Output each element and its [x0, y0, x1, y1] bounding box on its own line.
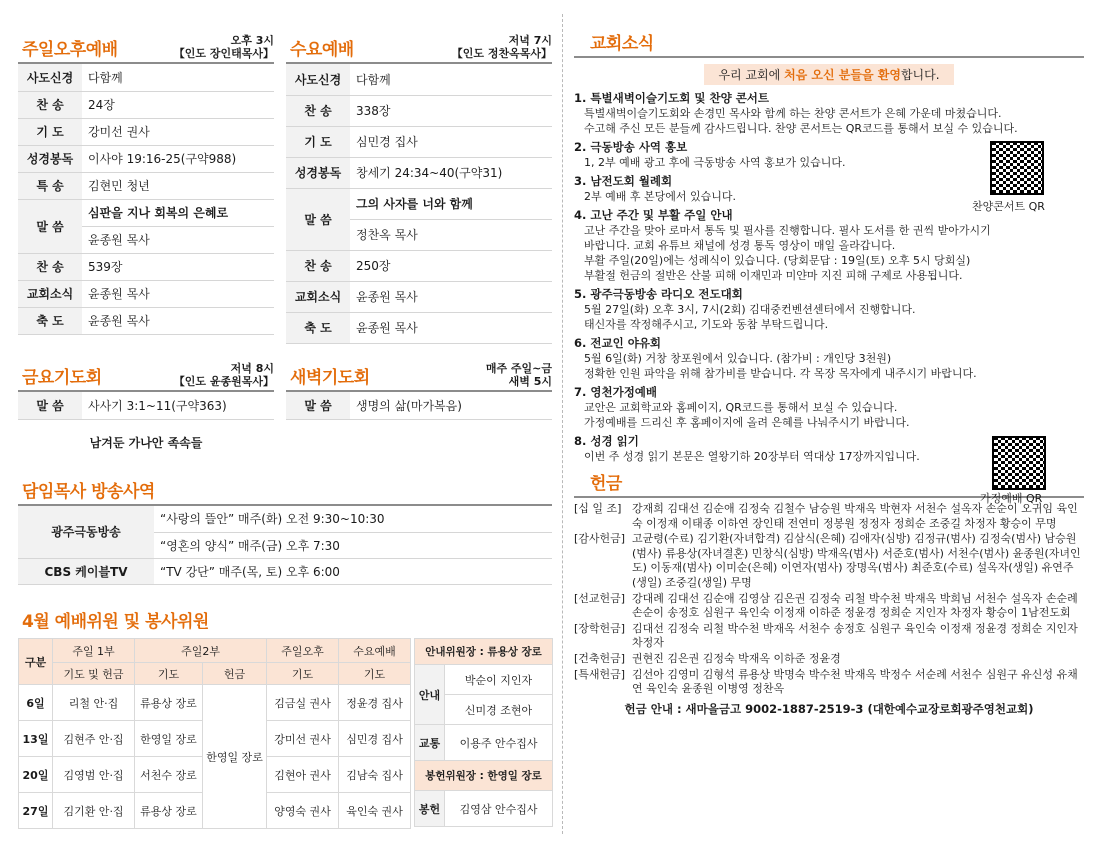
offering-row: [선교헌금] 강대례 김대선 김순애 김영삼 김은권 김정숙 리철 박수천 박재옥 박희님 서천수 설옥자 손순례 손순이 송정호 심원구 육인숙 이정재 이하준 정윤경 정희순 지인자 차정자 황승이 1남전도회: [574, 591, 1078, 620]
order-row: 성경봉독 창세기 24:34~40(구약31): [286, 157, 552, 188]
broadcast-section: [18, 474, 552, 585]
broadcast-table: [18, 506, 552, 585]
sermon-title: 심판을 지나 회복의 은혜로: [82, 199, 274, 226]
dawn-table: [286, 392, 552, 420]
ushers-table: [414, 638, 553, 827]
traffic-row: 교통 이용주 안수집사: [415, 725, 553, 761]
serve-head-row: 봉헌위원장 : 한영일 장로: [415, 761, 553, 791]
section-rule: [574, 56, 1084, 58]
friday-sermon-title: 남겨둔 가나안 족속들: [89, 435, 203, 450]
broadcast-title: 담임목사 방송사역: [22, 482, 155, 502]
offering-row: [감사헌금] 고균령(수료) 김기환(자녀합격) 김삼식(은혜) 김애자(심방) 김정규(범사) 김정숙(범사) 남승원(범사) 류용상(자녀결혼) 민창식(심방) 박재옥(범사) 서준호(범사) 서천수(범사) 윤종원(자녀인도) 이동재(범사) 이미순(은혜) 이연자(범사) 장명옥(범사) 최준호(수료) 설옥자(생일) 유연주(생일) 조중길(생일) 무명: [574, 532, 1081, 589]
duty-section: [18, 604, 552, 818]
ushers-row: 신미경 조현아: [415, 695, 553, 725]
news-item: 3. 남전도회 월례회 2부 예배 후 본당에서 있습니다.: [574, 174, 736, 203]
dawn-title: 새벽기도회: [290, 368, 370, 388]
welcome-banner: 우리 교회에 처음 오신 분들을 환영합니다.: [704, 64, 954, 85]
duty-table: [18, 638, 411, 829]
order-row: 교회소식 윤종원 목사: [18, 280, 274, 307]
news-title: 교회소식: [590, 34, 654, 54]
order-row: 말 씀 사사기 3:1~11(구약363): [18, 392, 274, 419]
order-row: 찬 송 250장: [286, 250, 552, 281]
sermon-preacher: 윤종원 목사: [82, 226, 274, 253]
broadcast-row: CBS 케이블TV “TV 강단” 매주(목, 토) 오후 6:00: [18, 558, 552, 584]
offering-title: 헌금: [590, 474, 622, 494]
order-row: 성경봉독 이사야 19:16-25(구약988): [18, 145, 274, 172]
dawn-section: [286, 356, 552, 420]
order-row: 찬 송 24장: [18, 91, 274, 118]
wednesday-order-table: [286, 64, 552, 344]
order-row: 찬 송 539장: [18, 253, 274, 280]
offering-list: [574, 502, 1084, 697]
offering-row: [건축헌금] 권현진 김은권 김정숙 박재옥 이하준 정윤경: [574, 651, 841, 665]
news-item: 7. 영천가정예배 교안은 교회학교와 홈페이지, QR코드를 통해서 보실 수 있습니다. 가정예배를 드리신 후 홈페이지에 올려 은혜를 나눠주시기 바랍니다.: [574, 385, 910, 429]
offering-row: [특새헌금] 김선아 김영미 김형석 류용상 박명숙 박수천 박재옥 박정수 서순례 서천수 심원구 유신성 유채연 육인숙 윤종원 이병영 정찬옥: [574, 667, 1078, 696]
ushers-head-row: 안내위원장 : 류용상 장로: [415, 639, 553, 665]
family-worship-qr-caption: 가정예배 QR: [980, 492, 1043, 505]
order-row: 교회소식 윤종원 목사: [286, 281, 552, 312]
friday-section: [18, 356, 274, 451]
order-row: 찬 송 338장: [286, 95, 552, 126]
offering-all-weeks: 한영일 장로: [203, 685, 267, 829]
wednesday-time-leader: 저녁 7시 【인도 정찬옥목사】: [451, 34, 552, 60]
friday-title: 금요기도회: [22, 368, 102, 388]
bank-account-info: 헌금 안내 : 새마을금고 9002-1887-2519-3 (대한예수교장로회광주영천교회): [624, 701, 1034, 716]
news-item: 4. 고난 주간 및 부활 주일 안내 고난 주간을 맞아 로마서 통독 및 필사를 진행합니다. 필사 도서를 한 권씩 받아가시기 바랍니다. 교회 유튜브 채널에 성경 통독 영상이 매일 올라갑니다. 부활 주일(20일)에는 성례식이 있습니다. (당회문답 : 19일(토) 오후 5시 당회실) 부활절 헌금의 절반은 산불 피해 이재민과 미얀마 지진 피해 구제로 사용됩니다.: [574, 208, 991, 282]
sermon-preacher: 정찬옥 목사: [350, 219, 552, 250]
sunday-pm-time-leader: 오후 3시 【인도 장인태목사】: [173, 34, 274, 60]
friday-time-leader: 저녁 8시 【인도 윤종원목사】: [173, 362, 274, 388]
broadcast-row: 광주극동방송 “사랑의 뜰안” 매주(화) 오전 9:30~10:30: [18, 506, 552, 532]
ushers-row: 안내 박순이 지인자: [415, 665, 553, 695]
right-column: [574, 28, 1084, 717]
news-item: 1. 특별새벽이슬기도회 및 찬양 콘서트 특별새벽이슬기도회와 손경민 목사와 함께 하는 찬양 콘서트가 은혜 가운데 마쳤습니다. 수고해 주신 모든 분들께 감사드립니다. 찬양 콘서트는 QR코드를 통해서 보실 수 있습니다.: [574, 91, 1018, 135]
dawn-time: 매주 주일~금 새벽 5시: [485, 362, 552, 388]
offering-row: [장학헌금] 김대선 김정숙 리철 박수천 박재옥 서천수 송정호 심원구 육인숙 이정재 정윤경 정희순 지인자 차정자: [574, 621, 1078, 650]
sunday-pm-title: 주일오후예배: [22, 40, 118, 60]
order-row: 기 도 심민경 집사: [286, 126, 552, 157]
order-row: 말 씀 생명의 삶(마가복음): [286, 392, 552, 419]
wednesday-section: [286, 28, 552, 344]
duty-row: 13일 김현주 안·집 한영일 장로 강미선 권사 심민경 집사: [19, 721, 411, 757]
duty-header-row: 구분 주일 1부 주일2부 주일오후 수요예배: [19, 639, 411, 663]
concert-qr-code[interactable]: [990, 141, 1044, 195]
offering-row: [십 일 조] 강재희 김대선 김순애 김정숙 김철수 남승원 박재옥 박현자 서천수 설옥자 손순이 오귀임 육인숙 이정재 이태종 이하연 장인태 전연미 정봉원 정정자 정희순 조중길 차정자 황승이 무명: [574, 502, 1078, 530]
news-item: 6. 전교인 야유회 5월 6일(화) 거창 창포원에서 있습니다. (참가비 : 개인당 3천원) 정확한 인원 파악을 위해 참가비를 받습니다. 각 목장 목자에게 내주시기 바랍니다.: [574, 336, 977, 380]
duty-subheader-row: 기도 및 헌금 기도 헌금 기도 기도: [19, 663, 411, 685]
sermon-row: 말 씀 심판을 지나 회복의 은혜로: [18, 199, 274, 226]
sunday-pm-order-table: [18, 64, 274, 335]
news-item: 2. 극동방송 사역 홍보 1, 2부 예배 광고 후에 극동방송 사역 홍보가 있습니다.: [574, 140, 846, 169]
sermon-title: 그의 사자를 너와 함께: [350, 188, 552, 219]
fold-divider: [562, 14, 563, 834]
duty-title: 4월 예배위원 및 봉사위원: [22, 612, 209, 632]
order-row: 축 도 윤종원 목사: [18, 307, 274, 334]
wednesday-title: 수요예배: [290, 40, 354, 60]
duty-row: 27일 김기환 안·집 류용상 장로 양영숙 권사 육인숙 권사: [19, 793, 411, 829]
news-item: 5. 광주극동방송 라디오 전도대회 5월 27일(화) 오후 3시, 7시(2회) 김대중컨벤션센터에서 진행합니다. 태신자를 작정해주시고, 기도와 동참 부탁드립니다.: [574, 287, 916, 331]
duty-row: 6일 리철 안·집 류용상 장로 한영일 장로 김금실 권사 정윤경 집사: [19, 685, 411, 721]
order-row: 축 도 윤종원 목사: [286, 312, 552, 343]
serve-row: 봉헌 김영삼 안수집사: [415, 791, 553, 827]
order-row: 사도신경 다함께: [18, 64, 274, 91]
broadcast-row: “영혼의 양식” 매주(금) 오후 7:30: [18, 532, 552, 558]
order-row: 특 송 김현민 청년: [18, 172, 274, 199]
news-list: [574, 91, 1084, 505]
duty-row: 20일 김영범 안·집 서천수 장로 김현아 권사 김남숙 집사: [19, 757, 411, 793]
order-row: 기 도 강미선 권사: [18, 118, 274, 145]
concert-qr-caption: 찬양콘서트 QR: [972, 200, 1045, 213]
sermon-row: 말 씀 그의 사자를 너와 함께: [286, 188, 552, 219]
sunday-pm-section: [18, 28, 274, 335]
friday-table: [18, 392, 274, 420]
order-row: 사도신경 다함께: [286, 64, 552, 95]
news-item: 8. 성경 읽기 이번 주 성경 읽기 본문은 열왕기하 20장부터 역대상 17장까지입니다.: [574, 434, 920, 463]
